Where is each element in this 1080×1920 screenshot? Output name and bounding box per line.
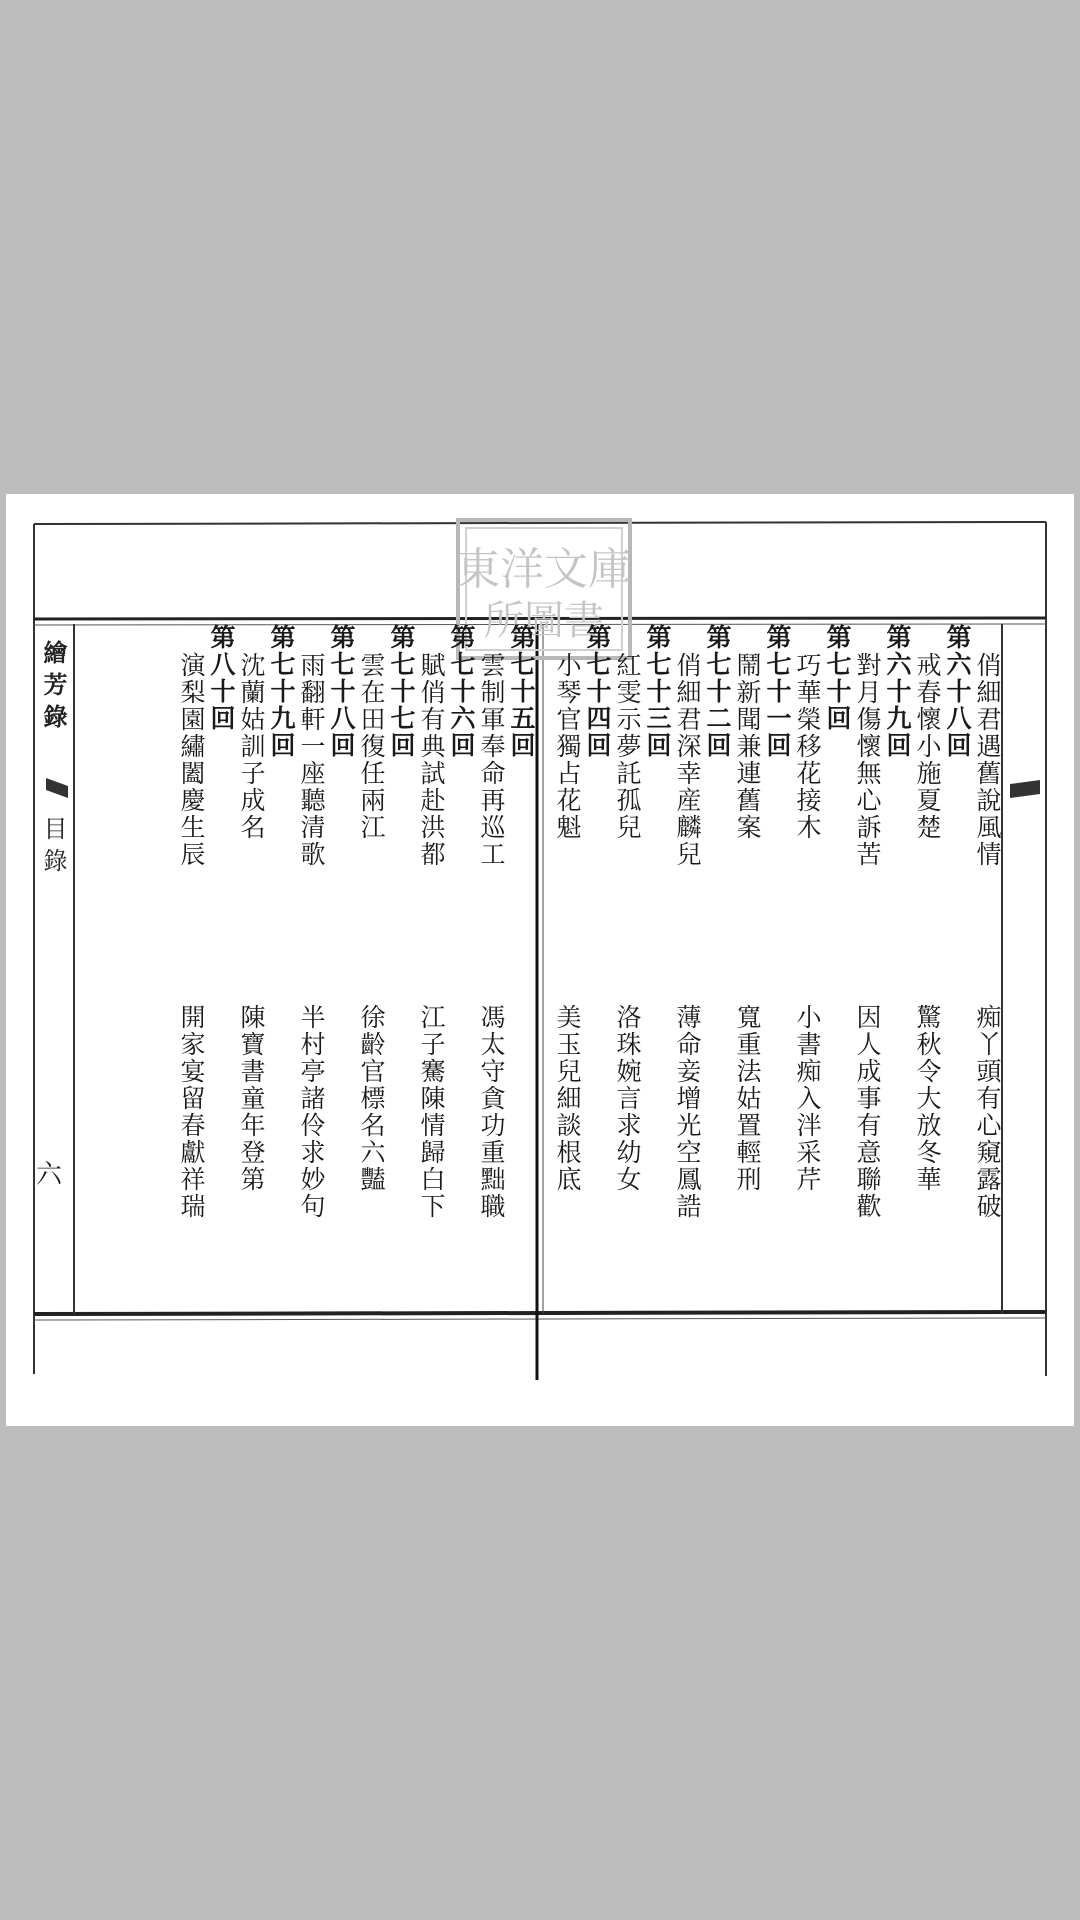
chapter-72-title-a: 鬧新聞兼連舊案 [733,652,762,841]
chapter-78-title-a: 雨翻軒一座聽清歌 [297,652,326,868]
chapter-77-title-a: 雲在田復任兩江 [357,652,386,841]
chapter-71-title-a: 巧華榮移花接木 [793,652,822,841]
chapter-68-number: 第六十八回 [943,624,972,759]
chapter-72-number: 第七十二回 [703,624,732,759]
chapter-70-title-b: 因人成事有意聯歡 [853,1004,882,1220]
chapter-68-title-b: 痴丫頭有心窺露破 [973,1004,1002,1220]
chapter-79-title-a: 沈蘭姑訓子成名 [237,652,266,841]
chapter-74-title-c: 小琴官獨占花魁 [553,652,582,841]
seal-text-bottom: 所圖書 [484,598,604,644]
chapter-76-title-b: 江子騫陳情歸白下 [417,1004,446,1220]
chapter-77-number: 第七十七回 [387,624,416,759]
chapter-78-title-b: 半村亭諸伶求妙句 [297,1004,326,1220]
chapter-75-number: 第七十五回 [507,624,536,759]
chapter-74-title-a: 紅雯示夢託孤兒 [613,652,642,841]
chapter-69-number: 第六十九回 [883,624,912,759]
chapter-79-title-b: 陳寶書童年登第 [237,1004,266,1193]
chapter-77-title-b: 徐齡官標名六豔 [357,1004,386,1193]
chapter-72-title-b: 寬重法姑置輕刑 [733,1004,762,1193]
chapter-70-title-a: 對月傷懷無心訴苦 [853,652,882,868]
chapter-79-number: 第七十九回 [267,624,296,759]
scanned-page-spread [6,494,1074,1426]
chapter-73-number: 第七十三回 [643,624,672,759]
chapter-75-title-a: 雲制軍奉命再巡工 [477,652,506,868]
chapter-76-number: 第七十六回 [447,624,476,759]
chapter-80-title-a: 演梨園繡闔慶生辰 [177,652,206,868]
chapter-80-title-b: 開家宴留春獻祥瑞 [177,1004,206,1220]
chapter-78-number: 第七十八回 [327,624,356,759]
chapter-70-number: 第七十回 [823,624,852,732]
chapter-80-number: 第八十回 [207,624,236,732]
chapter-69-title-b: 驚秋令大放冬華 [913,1004,942,1193]
chapter-74-title-d: 美玉兒細談根底 [553,1004,582,1193]
section-label: 目錄 [39,816,67,880]
chapter-76-title-a: 賦俏有典試赴洪都 [417,652,446,868]
book-title: 繪芳錄 [39,640,68,736]
chapter-74-title-b: 洛珠婉言求幼女 [613,1004,642,1193]
chapter-75-title-b: 馮太守貪功重黜職 [477,1004,506,1220]
chapter-71-number: 第七十一回 [763,624,792,759]
chapter-73-title-a: 俏細君深幸産麟兒 [673,652,702,868]
chapter-73-title-b: 薄命妾增光空鳳誥 [673,1004,702,1220]
chapter-71-title-b: 小書痴入泮采芹 [793,1004,822,1193]
chapter-74-number: 第七十四回 [583,624,612,759]
seal-text-top: 東洋文庫 [456,544,632,595]
chapter-68-title-a: 俏細君遇舊說風情 [973,652,1002,868]
page-number: 六 [36,1160,63,1190]
chapter-69-title-a: 戒春懷小施夏楚 [913,652,942,841]
